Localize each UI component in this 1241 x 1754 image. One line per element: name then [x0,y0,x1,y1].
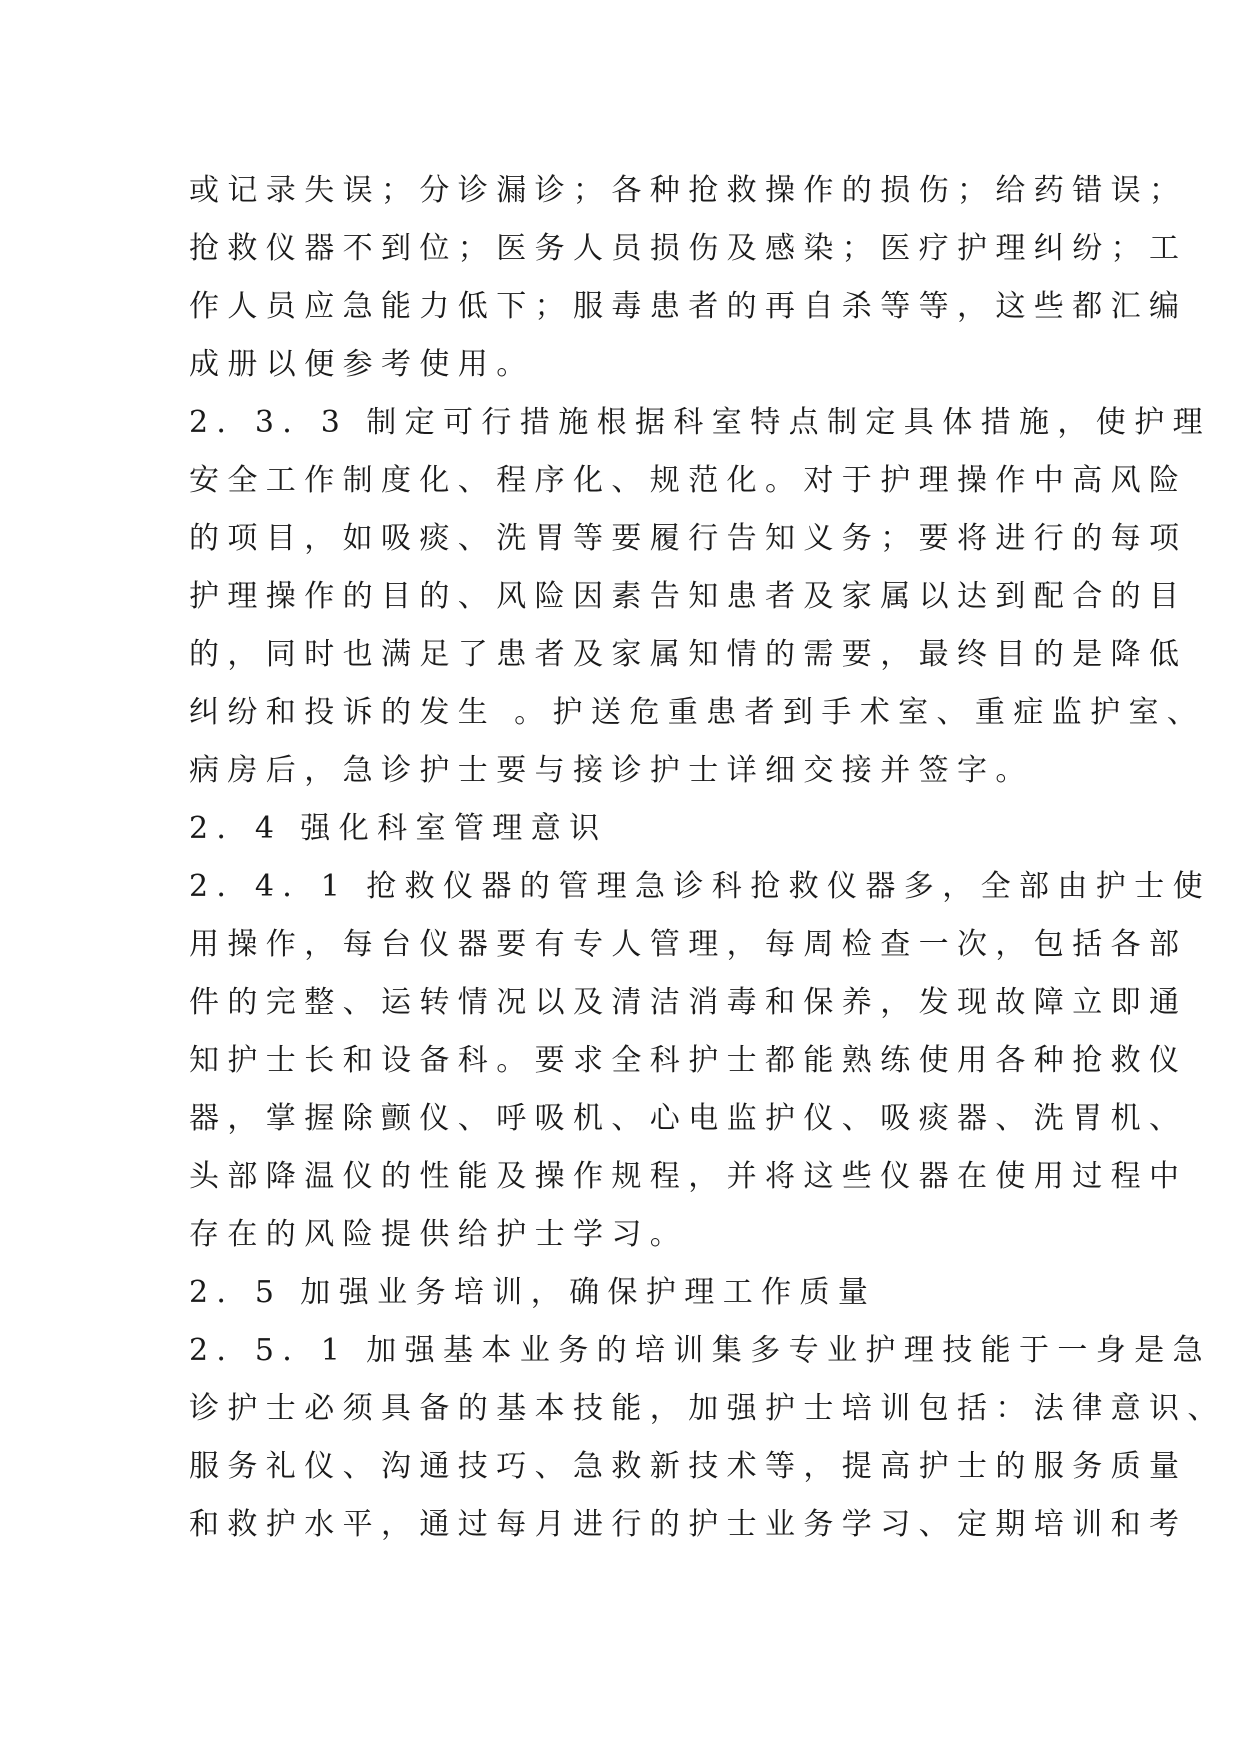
text-line: 存在的风险提供给护士学习。 [189,1217,689,1252]
text-line: 纠纷和投诉的发生 。护送危重患者到手术室、重症监护室、 [189,695,1206,730]
body-text [189,162,1226,1554]
text-line: 作人员应急能力低下；服毒患者的再自杀等等，这些都汇编 [189,289,1188,324]
text-line: 件的完整、运转情况以及清洁消毒和保养，发现故障立即通 [189,985,1188,1020]
text-line: 器，掌握除颤仪、呼吸机、心电监护仪、吸痰器、洗胃机、 [189,1101,1188,1136]
text-line: 病房后，急诊护士要与接诊护士详细交接并签字。 [189,753,1034,788]
text-line: 诊护士必须具备的基本技能，加强护士培训包括：法律意识、 [189,1391,1226,1426]
text-line: 或记录失误；分诊漏诊；各种抢救操作的损伤；给药错误； [189,173,1188,208]
text-line: 头部降温仪的性能及操作规程，并将这些仪器在使用过程中 [189,1159,1188,1194]
section-2-3-3-line: 2．3．3 制定可行措施根据科室特点制定具体措施，使护理 [189,405,1211,440]
text-line: 服务礼仪、沟通技巧、急救新技术等，提高护士的服务质量 [189,1449,1188,1484]
section-2-5-1-line: 2．5．1 加强基本业务的培训集多专业护理技能于一身是急 [189,1333,1211,1368]
text-line: 的项目，如吸痰、洗胃等要履行告知义务；要将进行的每项 [189,521,1188,556]
text-line: 的，同时也满足了患者及家属知情的需要，最终目的是降低 [189,637,1188,672]
section-heading-2-4: 2．4 强化科室管理意识 [189,811,608,846]
text-line: 安全工作制度化、程序化、规范化。对于护理操作中高风险 [189,463,1188,498]
text-line: 抢救仪器不到位；医务人员损伤及感染；医疗护理纠纷；工 [189,231,1188,266]
section-2-4-1-line: 2．4．1 抢救仪器的管理急诊科抢救仪器多，全部由护士使 [189,869,1211,904]
section-heading-2-5: 2．5 加强业务培训，确保护理工作质量 [189,1275,877,1310]
text-line: 成册以便参考使用。 [189,347,535,382]
text-line: 知护士长和设备科。要求全科护士都能熟练使用各种抢救仪 [189,1043,1188,1078]
text-line: 和救护水平，通过每月进行的护士业务学习、定期培训和考 [189,1507,1188,1542]
text-line: 护理操作的目的、风险因素告知患者及家属以达到配合的目 [189,579,1188,614]
text-line: 用操作，每台仪器要有专人管理，每周检查一次，包括各部 [189,927,1188,962]
